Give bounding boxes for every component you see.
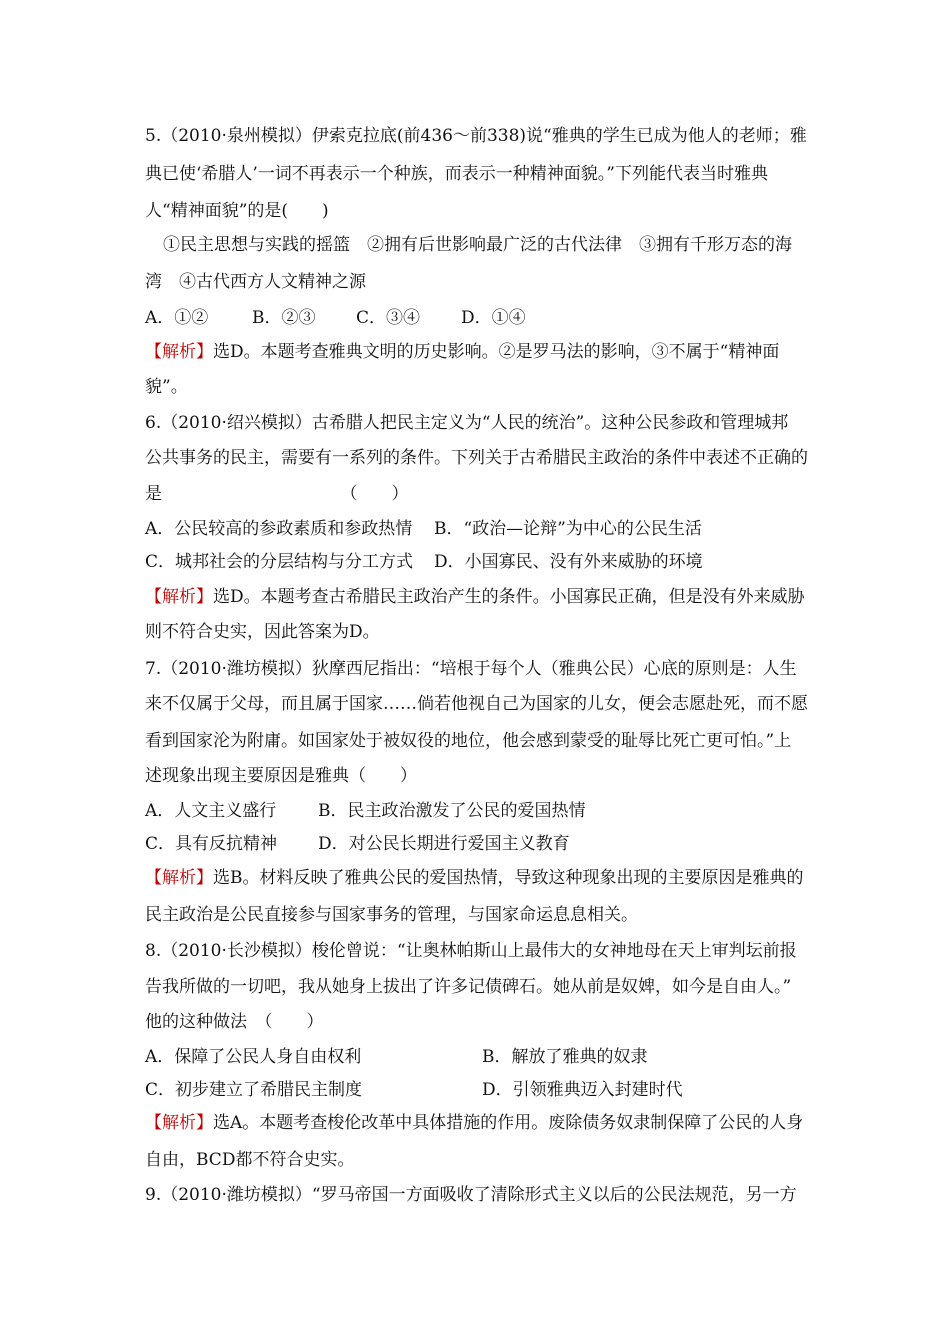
q5-answer-text: 选D。本题考查雅典文明的历史影响。②是罗马法的影响，③不属于“精神面 [213, 342, 780, 362]
q8-stem-line3: 他的这种做法 （ ） [145, 1012, 324, 1032]
q7-option-c: C．具有反抗精神 [145, 834, 278, 854]
q7-stem-line1: 7.（2010·潍坊模拟）狄摩西尼指出：“培根于每个人（雅典公民）心底的原则是：人生 [145, 659, 797, 679]
q7-stem-line4: 述现象出现主要原因是雅典（ ） [145, 766, 417, 786]
q8-option-b: B．解放了雅典的奴隶 [482, 1047, 648, 1067]
q7-option-b: B．民主政治激发了公民的爱国热情 [318, 801, 586, 821]
q8-answer-line1 [145, 1113, 803, 1133]
q5-stem-line1: 5.（2010·泉州模拟）伊索克拉底(前436～前338)说“雅典的学生已成为他人的老师；雅 [145, 126, 807, 146]
q7-stem-line3: 看到国家沦为附庸。如国家处于被奴役的地位，他会感到蒙受的耻辱比死亡更可怕。”上 [145, 731, 792, 751]
q6-option-b: B．“政治—论辩”为中心的公民生活 [434, 519, 702, 539]
q6-answer-line2: 则不符合史实，因此答案为D。 [145, 622, 380, 642]
q8-option-c: C．初步建立了希腊民主制度 [145, 1080, 363, 1100]
q7-answer-line2: 民主政治是公民直接参与国家事务的管理，与国家命运息息相关。 [145, 905, 638, 925]
q5-stem-line3: 人“精神面貌”的是( ) [145, 201, 329, 221]
q6-option-a: A．公民较高的参政素质和参政热情 [145, 519, 413, 539]
q5-answer-line1 [145, 342, 779, 362]
q8-option-d: D．引领雅典迈入封建时代 [482, 1080, 683, 1100]
q5-option-d: D．①④ [461, 308, 526, 328]
analysis-tag: 【解析】 [145, 868, 213, 888]
q5-option-b: B．②③ [252, 308, 316, 328]
q6-stem-line2: 公共事务的民主，需要有一系列的条件。下列关于古希腊民主政治的条件中表述不正确的 [145, 448, 808, 468]
q5-option-a: A．①② [145, 308, 209, 328]
analysis-tag: 【解析】 [145, 1113, 213, 1133]
analysis-tag: 【解析】 [145, 587, 213, 607]
q8-answer-line2: 自由，BCD都不符合史实。 [145, 1150, 355, 1170]
q5-option-c: C．③④ [356, 308, 421, 328]
q7-option-a: A．人文主义盛行 [145, 801, 277, 821]
q7-answer-line1 [145, 868, 804, 888]
q6-stem-line1: 6.（2010·绍兴模拟）古希腊人把民主定义为“人民的统治”。这种公民参政和管理城邦 [145, 413, 789, 433]
q7-option-d: D．对公民长期进行爱国主义教育 [318, 834, 570, 854]
q6-option-d: D．小国寡民、没有外来威胁的环境 [434, 552, 703, 572]
q5-answer-line2: 貌”。 [145, 377, 188, 397]
q5-items-line1: ①民主思想与实践的摇篮 ②拥有后世影响最广泛的古代法律 ③拥有千形万态的海 [163, 235, 792, 255]
q9-stem-line1: 9.（2010·潍坊模拟）“罗马帝国一方面吸收了清除形式主义以后的公民法规范，另一方 [145, 1185, 797, 1205]
q6-option-c: C．城邦社会的分层结构与分工方式 [145, 552, 414, 572]
q8-stem-line1: 8.（2010·长沙模拟）梭伦曾说：“让奥林帕斯山上最伟大的女神地母在天上审判坛前报 [145, 941, 797, 961]
q6-stem-line3: 是 （ ） [145, 484, 409, 504]
q5-stem-line2: 典已使‘希腊人’一词不再表示一个种族，而表示一种精神面貌。”下列能代表当时雅典 [145, 164, 768, 184]
analysis-tag: 【解析】 [145, 342, 213, 362]
q6-answer-line1 [145, 587, 805, 607]
q6-answer-text: 选D。本题考查古希腊民主政治产生的条件。小国寡民正确，但是没有外来威胁 [213, 587, 805, 607]
q7-stem-line2: 来不仅属于父母，而且属于国家……倘若他视自己为国家的儿女，便会志愿赴死，而不愿 [145, 694, 808, 714]
q8-option-a: A．保障了公民人身自由权利 [145, 1047, 362, 1067]
q7-answer-text: 选B。材料反映了雅典公民的爱国热情，导致这种现象出现的主要原因是雅典的 [213, 868, 804, 888]
q8-stem-line2: 告我所做的一切吧，我从她身上拔出了许多记债碑石。她从前是奴婢，如今是自由人。” [145, 977, 792, 997]
q5-items-line2: 湾 ④古代西方人文精神之源 [145, 272, 366, 292]
q8-answer-text: 选A。本题考查梭伦改革中具体措施的作用。废除债务奴隶制保障了公民的人身 [213, 1113, 804, 1133]
